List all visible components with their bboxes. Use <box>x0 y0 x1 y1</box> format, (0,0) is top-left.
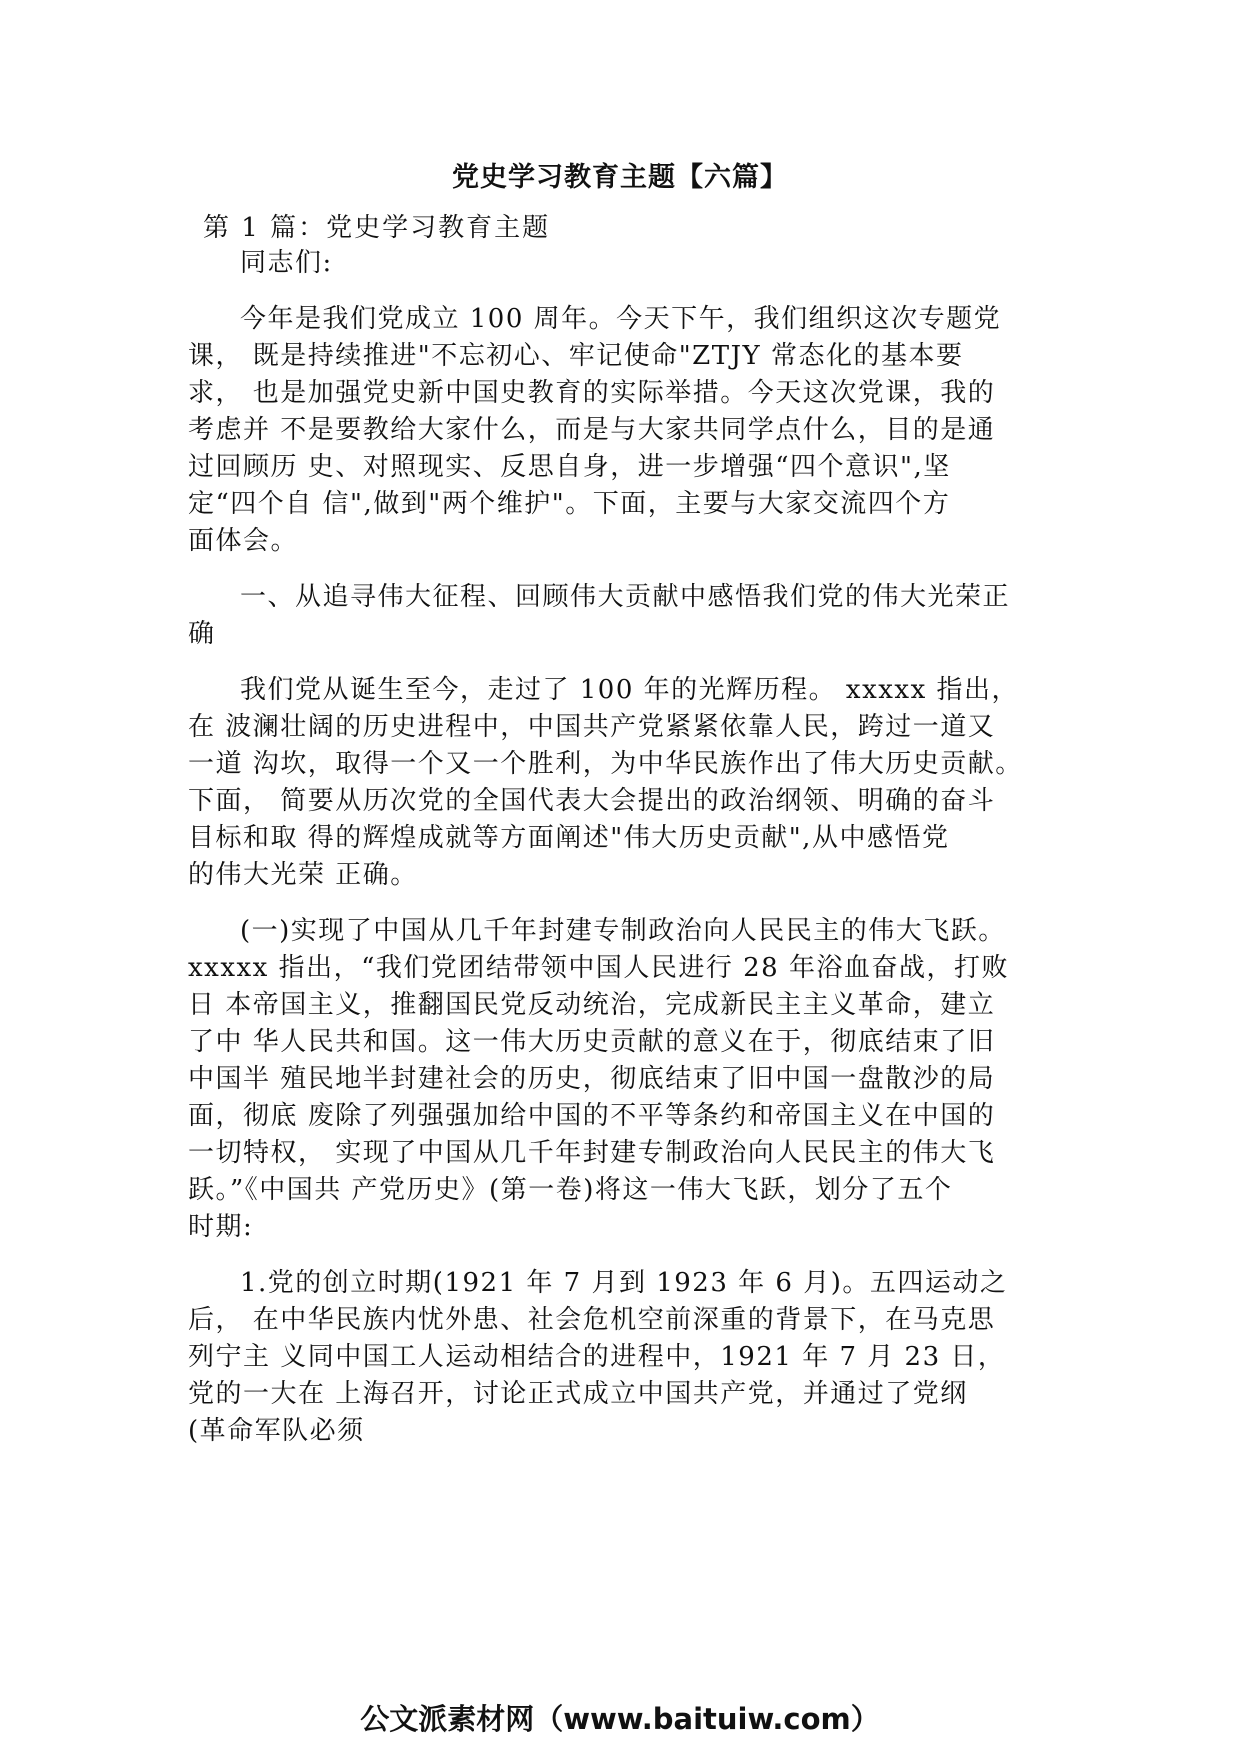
section-title: 第 1 篇：党史学习教育主题 <box>203 213 551 243</box>
paragraph-history: 我们党从诞生至今，走过了 100 年的光辉历程。 xxxxx 指出， 在 波澜壮阔的历史进程中，中国共产党紧紧依靠人民，跨过一道又 一道 沟坎，取得一个又一个胜利，为中华民族作出了伟大历史贡献。 下面， 简要从历次党的全国代表大会提出的政治纲领、明确的奋斗 目标和取 得的辉煌成就等方面阐述"伟大历史贡献",从中感悟党 的伟大光荣 正确。 <box>188 675 1023 890</box>
paragraph-leap: (一)实现了中国从几千年封建专制政治向人民民主的伟大飞跃。 xxxxx 指出，“我们党团结带领中国人民进行 28 年浴血奋战，打败 日 本帝国主义，推翻国民党反动统治，完成新民主主义革命，建立 了中 华人民共和国。这一伟大历史贡献的意义在于，彻底结束了旧 中国半 殖民地半封建社会的历史，彻底结束了旧中国一盘散沙的局 面，彻底 废除了列强强加给中国的不平等条约和帝国主义在中国的 一切特权， 实现了中国从几千年封建专制政治向人民民主的伟大飞 跃。”《中国共 产党历史》(第一卷)将这一伟大飞跃，划分了五个 时期: <box>188 916 1009 1242</box>
paragraph-intro: 今年是我们党成立 100 周年。今天下午，我们组织这次专题党 课， 既是持续推进"不忘初心、牢记使命"ZTJY 常态化的基本要 求， 也是加强党史新中国史教育的实际举措。今天这次党课，我的 考虑并 不是要教给大家什么，而是与大家共同学点什么，目的是通 过回顾历 史、对照现实、反思自身，进一步增强“四个意识",坚 定“四个自 信",做到"两个维护"。下面，主要与大家交流四个方 面体会。 <box>188 304 1002 556</box>
paragraph-founding-period: 1.党的创立时期(1921 年 7 月到 1923 年 6 月)。五四运动之 后， 在中华民族内忧外患、社会危机空前深重的背景下，在马克思 列宁主 义同中国工人运动相结合的进程中，1921 年 7 月 23 日， 党的一大在 上海召开，讨论正式成立中国共产党，并通过了党纲 (革命军队必须 <box>188 1268 1008 1446</box>
page-title: 党史学习教育主题【六篇】 <box>452 162 788 193</box>
footer-watermark: 公文派素材网（www.baituiw.com） <box>360 1702 880 1736</box>
paragraph-heading-one: 一、从追寻伟大征程、回顾伟大贡献中感悟我们党的伟大光荣正 确 <box>188 582 1011 649</box>
paragraph-greeting: 同志们: <box>240 248 333 278</box>
document-body <box>188 245 1070 1469</box>
